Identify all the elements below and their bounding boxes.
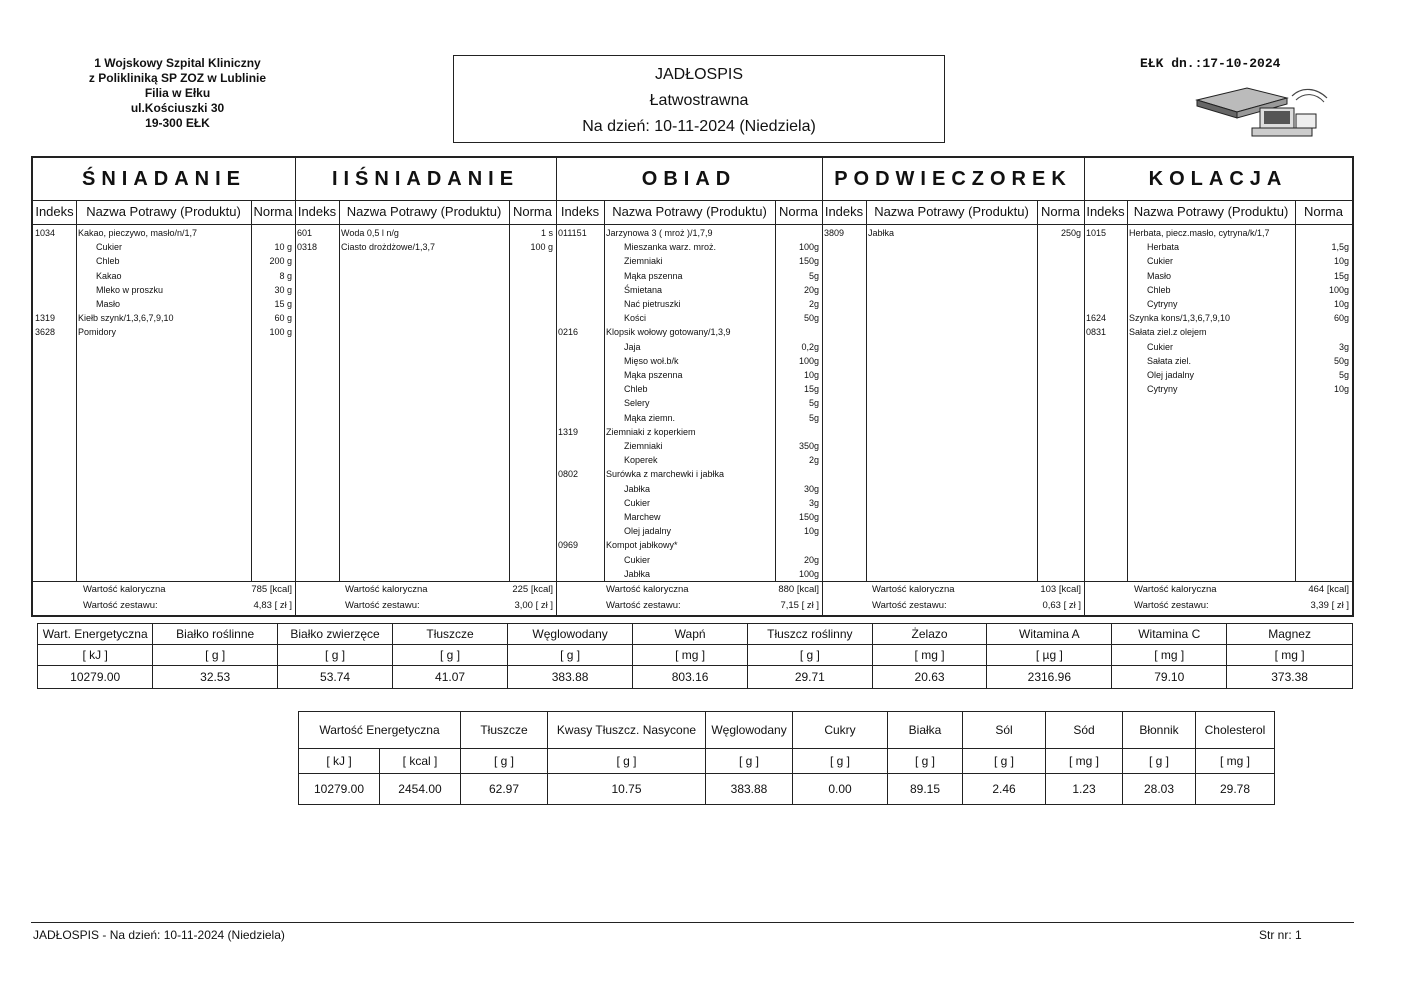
nutrition-summary-table [298,711,1275,805]
portion-norma: 2g [808,299,819,309]
portion-norma: 100g [798,568,819,579]
portion-norma [1295,325,1349,339]
portion-norma: 100g [798,242,819,253]
dish-name: Jabłka [868,228,895,238]
hospital-line: 1 Wojskowy Szpital Kliniczny [94,56,261,70]
dish-name: Kompot jabłkowy* [606,540,678,551]
calorie-label: Wartość kaloryczna [606,584,689,595]
nutrient-value: 383.88 [706,774,793,805]
column-header-index: Indeks [556,200,604,225]
nutrient-value: 373.38 [1227,666,1353,689]
nutrient-header: Białko zwierzęce [278,624,393,645]
nutrient-value: 28.03 [1123,774,1196,805]
meal-title: KOLACJA [1084,158,1352,201]
ingredient-name: Kości [624,313,647,324]
nutrient-unit: [ g ] [793,749,888,774]
nutrient-unit: [ g ] [888,749,963,774]
ingredient-name: Mleko w proszku [96,284,164,295]
nutrient-header: Żelazo [872,624,987,645]
dish-name: Surówka z marchewki i jabłka [606,469,725,480]
diet-name: Łatwostrawna [649,92,749,109]
meal-divider [295,158,296,615]
nutrient-header: Tłuszcze [393,624,508,645]
portion-norma: 10g [1333,384,1349,395]
portion-norma: 350g [798,441,819,451]
portion-norma: 3g [1338,341,1349,352]
portion-norma [775,538,819,552]
nutrient-header: Węglowodany [508,624,633,645]
meal-title: IIŚNIADANIE [295,158,556,201]
nutrient-header: Magnez [1227,624,1353,645]
ingredient-name: Marchew [624,512,661,522]
column-divider [509,200,510,581]
nutrient-value: 2316.96 [987,666,1112,689]
ingredient-name: Ziemniaki [624,441,663,451]
portion-norma: 15g [803,384,819,395]
calorie-value: 464 [kcal] [1308,584,1349,595]
column-header-norma: Norma [1037,200,1084,225]
nutrient-header: Tłuszcz roślinny [747,624,872,645]
nutrient-value: 29.71 [747,666,872,689]
footer-divider [31,922,1354,923]
nutrient-header: Sól [963,712,1046,749]
portion-norma [775,467,819,481]
meal-divider [556,158,557,615]
hospital-line: z Polikliniką SP ZOZ w Lublinie [88,71,267,85]
dish-name: Pomidory [78,327,117,338]
nutrient-header: Wart. Energetyczna [38,624,153,645]
portion-norma [251,226,292,240]
calorie-value: 785 [kcal] [251,584,292,595]
ingredient-name: Chleb [624,384,648,395]
dish-index: 011151 [558,228,587,238]
dish-index: 0802 [558,469,579,480]
ingredient-name: Cukier [1147,341,1174,352]
nutrient-value: 1.23 [1046,774,1123,805]
dish-name: Herbata, piecz.masło, cytryna/k/1,7 [1129,228,1270,238]
nutrient-value: 79.10 [1112,666,1227,689]
portion-norma: 10g [803,526,819,537]
nutrient-unit: [ kcal ] [380,749,461,774]
nutrient-value: 10279.00 [299,774,380,805]
nutrient-unit: [ g ] [393,645,508,666]
nutrient-unit: [ g ] [278,645,393,666]
dish-name: Kiełb szynk/1,3,6,7,9,10 [78,313,174,324]
cost-label: Wartość zestawu: [872,600,947,611]
dish-index: 1034 [35,228,56,238]
nutrient-value: 29.78 [1196,774,1275,805]
ingredient-name: Cukier [96,242,123,253]
ingredient-name: Cukier [624,554,651,565]
page-number: Str nr: 1 [1259,928,1302,942]
nutrient-header: Błonnik [1123,712,1196,749]
calorie-label: Wartość kaloryczna [872,584,955,595]
nutrient-unit: [ g ] [963,749,1046,774]
dish-name: Woda 0,5 l n/g [341,228,399,238]
nutrient-header: Witamina C [1112,624,1227,645]
nutrient-unit: [ g ] [508,645,633,666]
cost-label: Wartość zestawu: [345,600,420,611]
calorie-value: 225 [kcal] [512,584,553,595]
dish-name: Sałata ziel.z olejem [1129,327,1207,338]
portion-norma: 60g [1333,313,1349,324]
column-header-index: Indeks [822,200,866,225]
portion-norma: 250g [1060,228,1081,238]
meal-divider [1084,158,1085,615]
nutrient-value: 2.46 [963,774,1046,805]
dish-name: Ziemniaki z koperkiem [606,426,696,437]
nutrient-header: Wartość Energetyczna [299,712,461,749]
nutrient-header: Tłuszcze [461,712,548,749]
cost-value: 7,15 [ zł ] [780,600,819,611]
ingredient-name: Mąka pszenna [624,270,683,281]
portion-norma: 15g [1333,270,1349,281]
nutrient-unit: [ mg ] [872,645,987,666]
ingredient-name: Cytryny [1147,299,1178,309]
nutrient-unit: [ g ] [461,749,548,774]
portion-norma: 5g [1338,370,1349,380]
nutrient-value: 20.63 [872,666,987,689]
dish-index: 0969 [558,540,579,551]
ingredient-name: Chleb [1147,284,1171,295]
portion-norma [1295,226,1349,240]
nutrient-value: 383.88 [508,666,633,689]
dish-index: 1319 [35,313,56,324]
dish-name: Ciasto drożdżowe/1,3,7 [341,242,436,253]
dish-name: Klopsik wołowy gotowany/1,3,9 [606,327,731,338]
portion-norma: 10g [1333,299,1349,309]
portion-norma: 60 g [274,313,292,324]
ingredient-name: Koperek [624,455,658,466]
nutrient-header: Węglowodany [706,712,793,749]
dish-index: 1319 [558,426,579,437]
nutrient-unit: [ mg ] [633,645,748,666]
column-divider [1127,200,1128,581]
portion-norma: 50g [1333,355,1349,366]
column-divider [339,200,340,581]
calorie-value: 103 [kcal] [1040,584,1081,595]
ingredient-name: Mąka pszenna [624,370,683,380]
nutrient-header: Witamina A [987,624,1112,645]
nutrient-unit: [ mg ] [1112,645,1227,666]
cost-value: 0,63 [ zł ] [1042,600,1081,611]
cost-value: 4,83 [ zł ] [253,600,292,611]
city-date: EŁK dn.:17-10-2024 [1140,56,1281,71]
meal-title: OBIAD [556,158,822,201]
portion-norma: 200 g [269,256,292,267]
nutrient-value: 0.00 [793,774,888,805]
portion-norma: 5g [808,412,819,423]
ingredient-name: Cytryny [1147,384,1178,395]
nutrient-unit: [ kJ ] [38,645,153,666]
portion-norma: 10 g [274,242,292,253]
portion-norma: 1,5g [1331,242,1349,253]
ingredient-name: Cukier [1147,256,1174,267]
nutrient-header: Cukry [793,712,888,749]
portion-norma: 10g [803,370,819,380]
dish-name: Szynka kons/1,3,6,7,9,10 [1129,313,1231,324]
ingredient-name: Mieszanka warz. mroż. [624,242,717,253]
ingredient-name: Jabłka [624,483,651,494]
dish-index: 1624 [1086,313,1107,324]
portion-norma: 0,2g [801,341,819,352]
nutrient-unit: [ kJ ] [299,749,380,774]
book-computer-icon [1192,84,1332,142]
ingredient-name: Olej jadalny [624,526,672,537]
ingredient-name: Kakao [96,270,122,281]
ingredient-name: Jabłka [624,568,651,579]
ingredient-name: Herbata [1147,242,1180,253]
column-divider [1037,200,1038,581]
nutrient-value: 803.16 [633,666,748,689]
column-header-name: Nazwa Potrawy (Produktu) [339,200,509,225]
cost-value: 3,00 [ zł ] [514,600,553,611]
portion-norma [775,226,819,240]
menu-date: Na dzień: 10-11-2024 (Niedziela) [582,118,816,135]
ingredient-name: Mięso woł.b/k [624,355,679,366]
cost-label: Wartość zestawu: [1134,600,1209,611]
meal-table [31,156,1354,617]
portion-norma: 100g [798,355,819,366]
nutrient-unit: [ mg ] [1227,645,1353,666]
ingredient-name: Jaja [624,341,641,352]
column-header-index: Indeks [33,200,76,225]
ingredient-name: Sałata ziel. [1147,355,1192,366]
dish-name: Jarzynowa 3 ( mroż )/1,7,9 [606,228,713,238]
column-header-norma: Norma [775,200,822,225]
portion-norma: 30g [803,483,819,494]
dish-index: 3809 [824,228,845,238]
portion-norma: 15 g [274,299,292,309]
calorie-label: Wartość kaloryczna [83,584,166,595]
calorie-label: Wartość kaloryczna [1134,584,1217,595]
nutrient-unit: [ mg ] [1046,749,1123,774]
portion-norma: 3g [808,497,819,508]
ingredient-name: Masło [96,299,121,309]
nutrient-unit: [ g ] [1123,749,1196,774]
document-title: JADŁOSPIS [654,66,744,83]
nutrient-unit: [ g ] [706,749,793,774]
nutrient-unit: [ mg ] [1196,749,1275,774]
column-header-name: Nazwa Potrawy (Produktu) [604,200,775,225]
cost-label: Wartość zestawu: [83,600,158,611]
dish-index: 0318 [297,242,318,253]
nutrient-value: 32.53 [153,666,278,689]
nutrient-value: 2454.00 [380,774,461,805]
column-header-name: Nazwa Potrawy (Produktu) [866,200,1037,225]
portion-norma: 1 s [540,228,553,238]
portion-norma: 5g [808,398,819,409]
dish-index: 601 [297,228,313,238]
ingredient-name: Selery [624,398,650,409]
meal-divider [822,158,823,615]
calorie-value: 880 [kcal] [778,584,819,595]
nutrient-header: Białko roślinne [153,624,278,645]
nutrient-unit: [ g ] [548,749,706,774]
portion-norma: 5g [808,270,819,281]
ingredient-name: Nać pietruszki [624,299,681,309]
column-header-norma: Norma [509,200,556,225]
dish-index: 0216 [558,327,579,338]
meal-title: PODWIECZOREK [822,158,1084,201]
ingredient-name: Chleb [96,256,120,267]
nutrient-value: 53.74 [278,666,393,689]
portion-norma [775,425,819,439]
portion-norma: 30 g [274,284,292,295]
portion-norma: 20g [803,554,819,565]
portion-norma: 150g [798,512,819,522]
ingredient-name: Masło [1147,270,1172,281]
ingredient-name: Śmietana [624,284,663,295]
column-header-index: Indeks [1084,200,1127,225]
cost-value: 3,39 [ zł ] [1310,600,1349,611]
cost-label: Wartość zestawu: [606,600,681,611]
hospital-line: Filia w Ełku [144,86,211,100]
column-header-index: Indeks [295,200,339,225]
portion-norma: 100 g [530,242,553,253]
nutrition-table [37,623,1353,689]
title-box [453,55,945,143]
dish-name: Kakao, pieczywo, masło/n/1,7 [78,228,198,238]
portion-norma: 150g [798,256,819,267]
dish-index: 0831 [1086,327,1107,338]
nutrient-header: Sód [1046,712,1123,749]
column-header-name: Nazwa Potrawy (Produktu) [76,200,251,225]
nutrient-header: Białka [888,712,963,749]
portion-norma: 2g [808,455,819,466]
meal-title: ŚNIADANIE [33,158,295,201]
nutrient-unit: [ g ] [153,645,278,666]
portion-norma: 20g [803,284,819,295]
portion-norma: 50g [803,313,819,324]
footer-title: JADŁOSPIS - Na dzień: 10-11-2024 (Niedziela) [33,928,285,942]
hospital-header [60,56,295,131]
column-divider [76,200,77,581]
nutrient-value: 89.15 [888,774,963,805]
column-header-norma: Norma [251,200,295,225]
nutrient-header: Kwasy Tłuszcz. Nasycone [548,712,706,749]
ingredient-name: Olej jadalny [1147,370,1195,380]
dish-index: 3628 [35,327,56,338]
portion-norma: 100 g [269,327,292,338]
nutrient-unit: [ µg ] [987,645,1112,666]
dish-index: 1015 [1086,228,1107,238]
calorie-label: Wartość kaloryczna [345,584,428,595]
portion-norma: 100g [1328,284,1349,295]
ingredient-name: Mąka ziemn. [624,412,676,423]
ingredient-name: Ziemniaki [624,256,663,267]
portion-norma: 8 g [279,270,292,281]
portion-norma: 10g [1333,256,1349,267]
hospital-line: ul.Kościuszki 30 [130,101,225,115]
column-header-name: Nazwa Potrawy (Produktu) [1127,200,1295,225]
summary-divider [33,581,1352,582]
ingredient-name: Cukier [624,497,651,508]
nutrient-unit: [ g ] [747,645,872,666]
column-header-norma: Norma [1295,200,1352,225]
hospital-line: 19-300 EŁK [145,116,210,130]
nutrient-value: 10279.00 [38,666,153,689]
nutrient-value: 10.75 [548,774,706,805]
nutrient-value: 41.07 [393,666,508,689]
column-divider [604,200,605,581]
column-divider [866,200,867,581]
nutrient-header: Cholesterol [1196,712,1275,749]
nutrient-header: Wapń [633,624,748,645]
nutrient-value: 62.97 [461,774,548,805]
portion-norma [775,325,819,339]
